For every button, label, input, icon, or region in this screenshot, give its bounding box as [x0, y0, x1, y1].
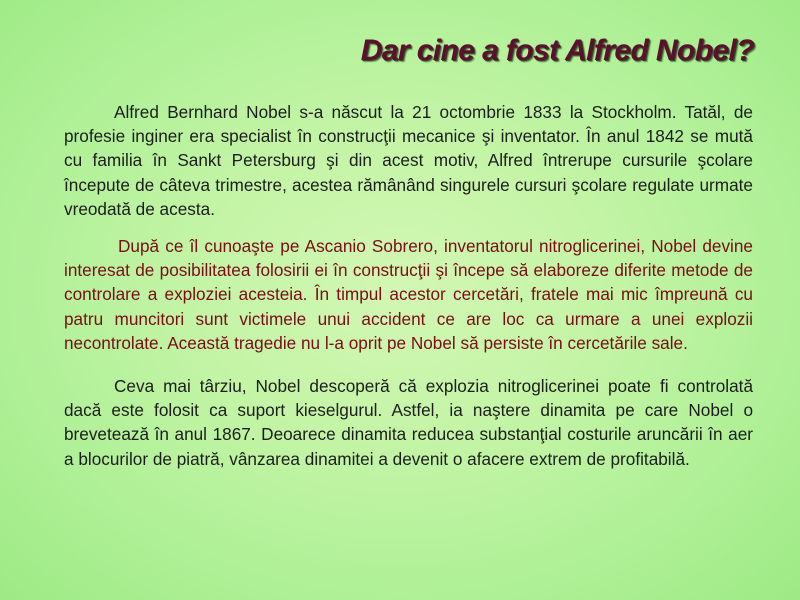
paragraph-birth: Alfred Bernhard Nobel s-a născut la 21 octombrie 1833 la Stockholm. Tatăl, de profesie inginer era specialist în construcţii mecanice şi inventator. În anul 1842 se mută cu familia în Sankt Petersburg şi din acest motiv, Alfred întrerupe cursurile şcolare începute de câteva trimestre, acestea rămânând singurele cursuri şcolare regulate urmate vreodată de acesta. [64, 102, 753, 219]
slide-title: Dar cine a fost Alfred Nobel? [360, 34, 754, 67]
slide-body [64, 100, 753, 471]
paragraph-nitroglycerin: După ce îl cunoaşte pe Ascanio Sobrero, inventatorul nitroglicerinei, Nobel devine interesat de posibilitatea folosirii ei în construcţii şi începe să elaboreze diferite metode de controlare a exploziei acesteia. În timpul acestor cercetări, fratele mai mic împreună cu patru muncitori sunt victimele unui accident ce are loc ca urmare a unei explozii necontrolate. Această tragedie nu l-a oprit pe Nobel să persiste în cercetările sale. [64, 236, 753, 353]
paragraph-dynamite: Ceva mai târziu, Nobel descoperă că explozia nitroglicerinei poate fi controlată dacă este folosit ca suport kieselgurul. Astfel, ia naştere dinamita pe care Nobel o brevetează în anul 1867. Deoarece dinamita reducea substanţial costurile aruncării în aer a blocurilor de piatră, vânzarea dinamitei a devenit o afacere extrem de profitabilă. [64, 376, 753, 469]
